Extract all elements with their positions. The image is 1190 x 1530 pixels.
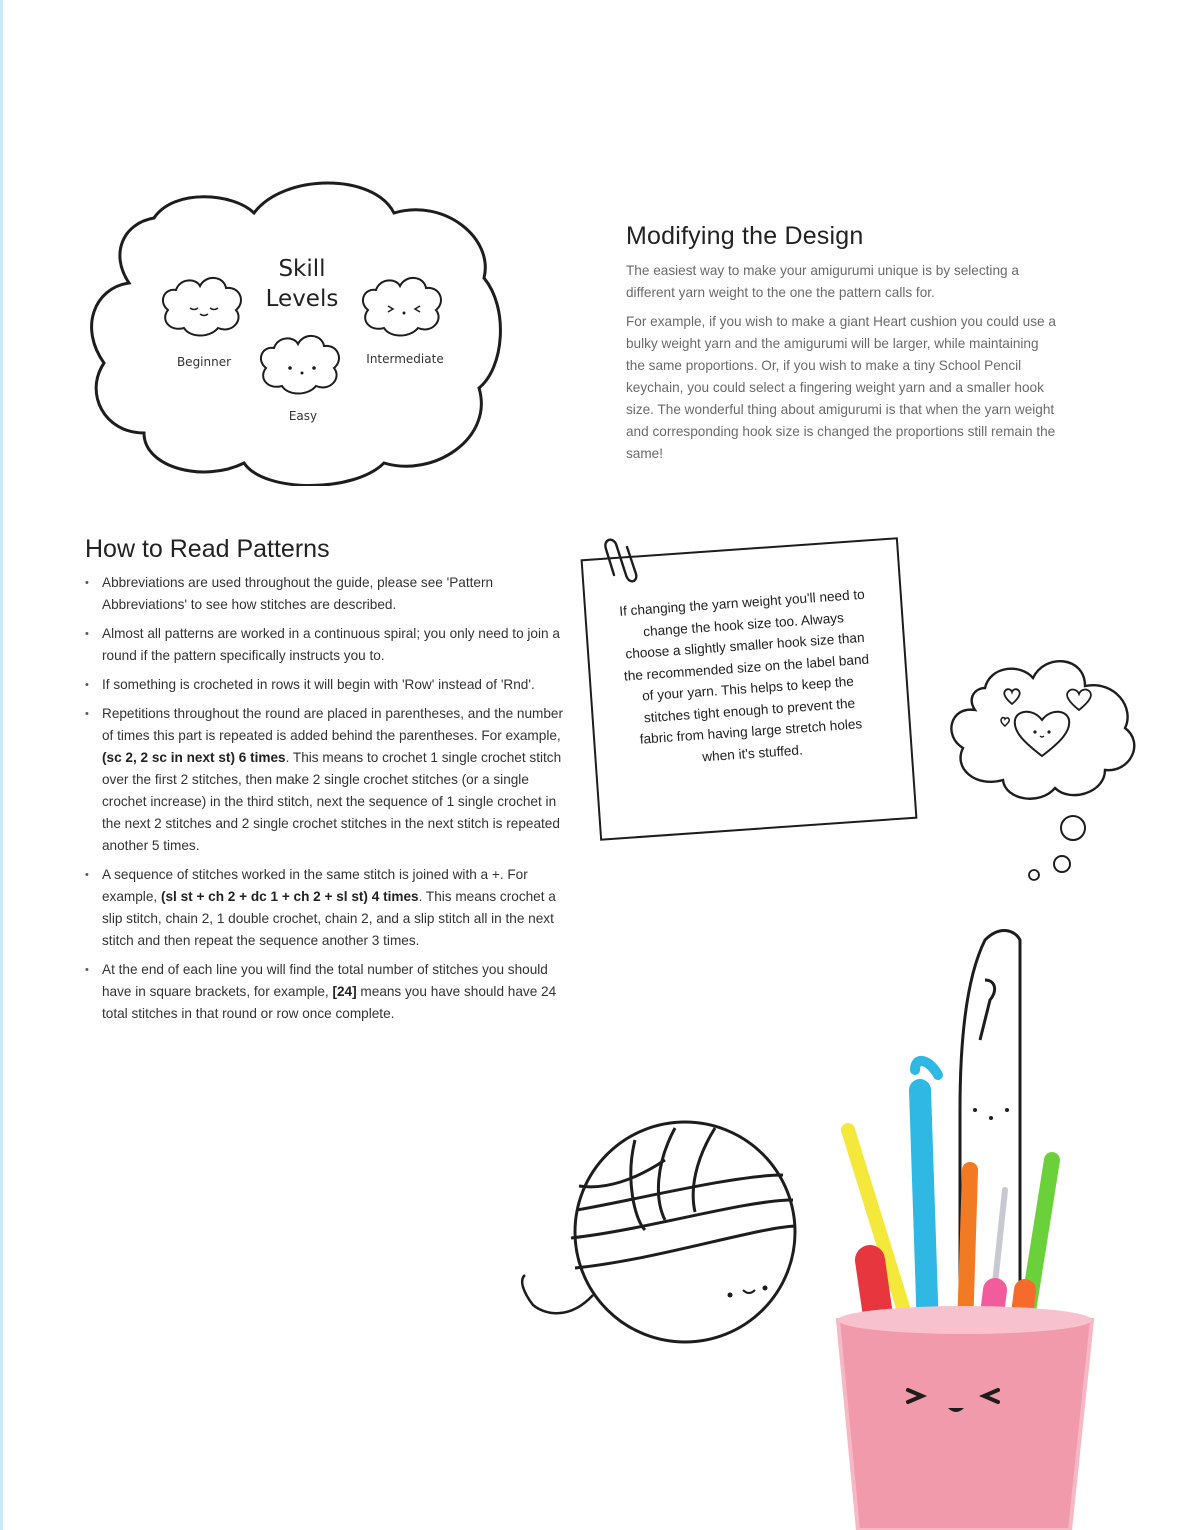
note-text: If changing the yarn weight you'll need to change the hook size too. Always choose a slightly smaller hook size than the recommended size on the label band of your yarn. This helps to keep the stitches tight enough to prevent the fabric from having large stretch holes when it's stuffed. [618,586,870,764]
modifying-para-1: The easiest way to make your amigurumi unique is by selecting a different yarn weight to the one the pattern calls for. [626,263,1019,300]
paperclip-icon [600,535,646,595]
modifying-title: Modifying the Design [626,222,864,250]
how-to-list [85,572,565,1032]
how-to-title: How to Read Patterns [85,535,330,563]
beginner-label: Beginner [176,355,232,369]
skill-title-line2: Levels [265,286,339,312]
modifying-para-2: For example, if you wish to make a giant Heart cushion you could use a bulky weight yarn and the amigurumi will be larger, while maintaining the same proportions. Or, if you wish to make a tiny School Pencil keychain, you could select a fingering weight yarn and a smaller hook size. The wonderful thing about amigurumi is that when the yarn weight and corresponding hook size is changed the proportions still remain the same! [626,314,1056,461]
hook-cup-illustration [820,920,1110,1530]
intermediate-label: Intermediate [366,352,444,366]
skill-title-line1: Skill [278,256,326,282]
page-edge [0,0,3,1530]
list-item: • A sequence of stitches worked in the same stitch is joined with a +. For example, (sl st + ch 2 + dc 1 + ch 2 + sl st) 4 times. This means crochet a slip stitch, chain 2, 1 double crochet, chain 2, and a slip stitch all in the next stitch and then repeat the sequence another 3 times. [85,864,565,952]
list-item: • Abbreviations are used throughout the guide, please see 'Pattern Abbreviations' to see how stitches are described. [85,572,565,616]
heart-thought-cloud [945,648,1140,883]
list-item: • Almost all patterns are worked in a continuous spiral; you only need to join a round if the pattern specifically instructs you to. [85,623,565,667]
list-item: • If something is crocheted in rows it will begin with 'Row' instead of 'Rnd'. [85,674,565,696]
list-item: • Repetitions throughout the round are placed in parentheses, and the number of times this part is repeated is added behind the parentheses. For example, (sc 2, 2 sc in next st) 6 times. This means to crochet 1 single crochet stitch over the first 2 stitches, then make 2 single crochet stitches (or a single crochet increase) in the third stitch, next the sequence of 1 single crochet in the next 2 stitches and 2 single crochet stitches in the next stitch is repeated another 5 times. [85,703,565,857]
yarn-ball [515,1120,810,1345]
skill-levels-cloud [84,178,509,486]
easy-label: Easy [288,409,318,423]
list-item: • At the end of each line you will find the total number of stitches you should have in square brackets, for example, [24] means you have should have 24 total stitches in that round or row once complete. [85,959,565,1025]
modifying-body [626,260,1056,472]
